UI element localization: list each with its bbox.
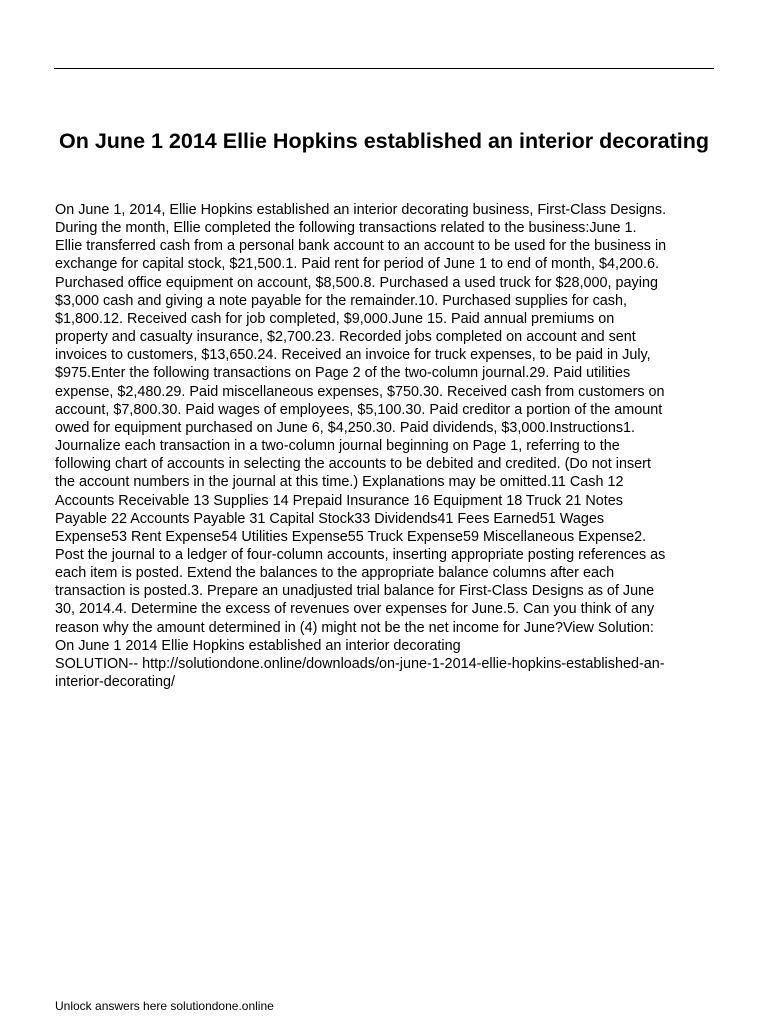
body-line: exchange for capital stock, $21,500.1. Paid rent for period of June 1 to end of month, $4,200.6.	[55, 256, 660, 273]
body-line: following chart of accounts in selecting the accounts to be debited and credited. (Do not insert	[55, 456, 651, 473]
body-line: account, $7,800.30. Paid wages of employees, $5,100.30. Paid creditor a portion of the amount	[55, 401, 663, 418]
body-line: property and casualty insurance, $2,700.23. Recorded jobs completed on account and sent	[55, 329, 636, 346]
body-line: On June 1, 2014, Ellie Hopkins established an interior decorating business, First-Class Designs.	[55, 202, 667, 218]
body-line: Expense53 Rent Expense54 Utilities Expense55 Truck Expense59 Miscellaneous Expense2.	[55, 528, 647, 545]
body-line: $975.Enter the following transactions on Page 2 of the two-column journal.29. Paid utilities	[55, 365, 631, 382]
top-divider	[54, 68, 714, 69]
body-line: each item is posted. Extend the balances to the appropriate balance columns after each	[55, 565, 615, 582]
body-line: 30, 2014.4. Determine the excess of revenues over expenses for June.5. Can you think of any	[55, 601, 655, 618]
body-line: owed for equipment purchased on June 6, $4,250.30. Paid dividends, $3,000.Instructions1.	[55, 419, 636, 436]
body-line: the account numbers in the journal at this time.) Explanations may be omitted.11 Cash 12	[55, 474, 624, 491]
body-line: Journalize each transaction in a two-column journal beginning on Page 1, referring to the	[55, 438, 620, 455]
body-line: Purchased office equipment on account, $8,500.8. Purchased a used truck for $28,000, paying	[55, 274, 658, 291]
body-line: Ellie transferred cash from a personal bank account to an account to be used for the business in	[55, 238, 667, 255]
body-line: $1,800.12. Received cash for job completed, $9,000.June 15. Paid annual premiums on	[55, 310, 615, 327]
body-line: reason why the amount determined in (4) might not be the net income for June?View Solution:	[55, 619, 654, 636]
body-line: $3,000 cash and giving a note payable for the remainder.10. Purchased supplies for cash,	[55, 292, 627, 309]
body-line: Post the journal to a ledger of four-column accounts, inserting appropriate posting references as	[55, 546, 666, 563]
body-line: During the month, Ellie completed the following transactions related to the business:June 1.	[55, 220, 637, 237]
document-title: On June 1 2014 Ellie Hopkins established an interior decorating	[59, 129, 709, 153]
body-line: expense, $2,480.29. Paid miscellaneous expenses, $750.30. Received cash from customers on	[55, 383, 665, 400]
body-line: Payable 22 Accounts Payable 31 Capital Stock33 Dividends41 Fees Earned51 Wages	[55, 510, 605, 527]
body-line: invoices to customers, $13,650.24. Received an invoice for truck expenses, to be paid in July,	[55, 347, 651, 364]
body-line: On June 1 2014 Ellie Hopkins established an interior decorating	[55, 637, 461, 654]
document-body	[55, 201, 717, 691]
body-line: transaction is posted.3. Prepare an unadjusted trial balance for First-Class Designs as of June	[55, 583, 655, 600]
body-line: Accounts Receivable 13 Supplies 14 Prepaid Insurance 16 Equipment 18 Truck 21 Notes	[55, 492, 623, 509]
footer-text: Unlock answers here solutiondone.online	[55, 999, 274, 1013]
body-line: SOLUTION-- http://solutiondone.online/downloads/on-june-1-2014-ellie-hopkins-established-an-	[55, 655, 665, 672]
body-line: interior-decorating/	[55, 674, 175, 691]
